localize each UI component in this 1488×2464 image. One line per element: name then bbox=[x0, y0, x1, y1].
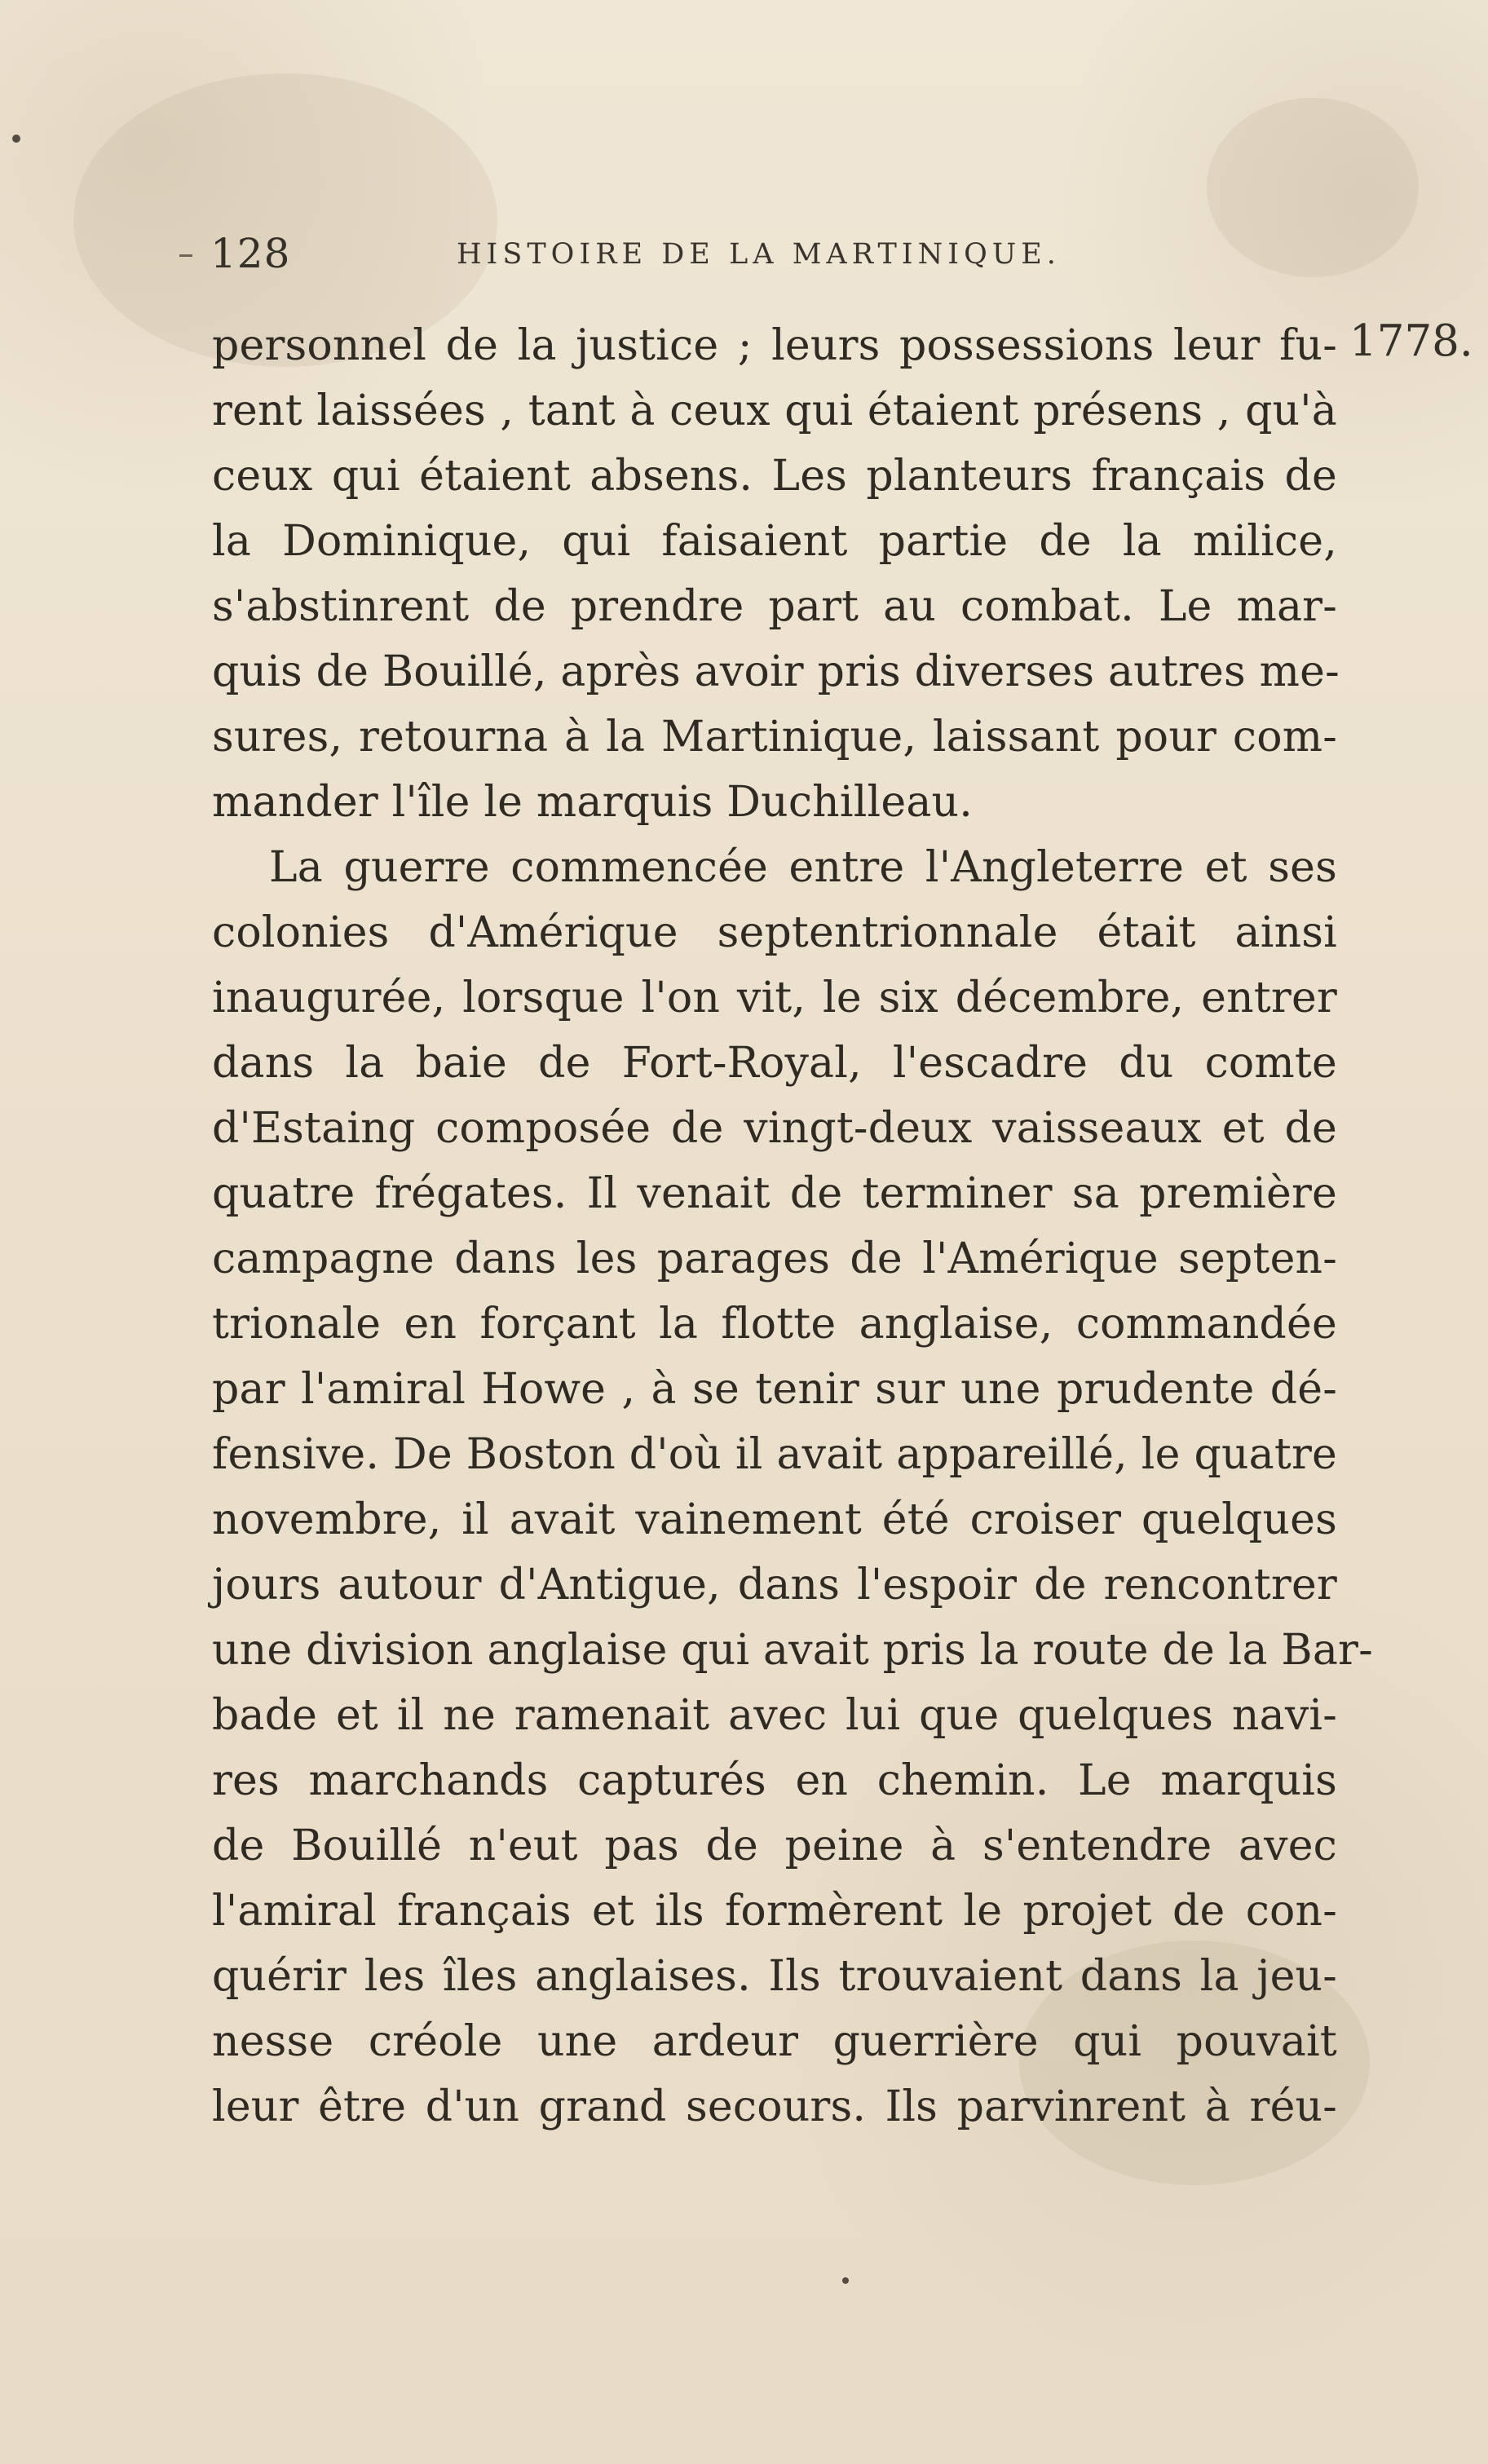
header-dash bbox=[179, 254, 192, 257]
text-line: l'amiral français et ils formèrent le projet de con- bbox=[212, 1887, 1337, 1936]
text-line: ceux qui étaient absens. Les planteurs français de bbox=[212, 452, 1337, 501]
text-line: d'Estaing composée de vingt-deux vaisseaux et de bbox=[212, 1104, 1337, 1153]
text-line: mander l'île le marquis Duchilleau. bbox=[212, 778, 973, 827]
text-line: fensive. De Boston d'où il avait appareillé, le quatre bbox=[212, 1430, 1337, 1479]
text-line: nesse créole une ardeur guerrière qui pouvait bbox=[212, 2017, 1337, 2066]
text-line: trionale en forçant la flotte anglaise, commandée bbox=[212, 1300, 1337, 1349]
text-line: La guerre commencée entre l'Angleterre et ses bbox=[269, 843, 1337, 892]
body-text bbox=[212, 313, 1373, 2139]
text-line: colonies d'Amérique septentrionnale était ainsi bbox=[212, 908, 1337, 957]
ink-speck bbox=[842, 2277, 849, 2284]
text-line: dans la baie de Fort-Royal, l'escadre du comte bbox=[212, 1039, 1337, 1088]
text-line: de Bouillé n'eut pas de peine à s'entendre avec bbox=[212, 1822, 1337, 1870]
text-line: res marchands capturés en chemin. Le marquis bbox=[212, 1756, 1337, 1805]
text-line: quis de Bouillé, après avoir pris diverses autres me- bbox=[212, 647, 1340, 696]
text-line: quérir les îles anglaises. Ils trouvaient dans la jeu- bbox=[212, 1952, 1337, 2001]
text-line: une division anglaise qui avait pris la route de la Bar- bbox=[212, 1626, 1373, 1675]
text-line: jours autour d'Antigue, dans l'espoir de rencontrer bbox=[212, 1561, 1337, 1610]
text-line: inaugurée, lorsque l'on vit, le six décembre, entrer bbox=[212, 974, 1337, 1022]
ink-speck bbox=[12, 135, 20, 143]
text-line: campagne dans les parages de l'Amérique septen- bbox=[212, 1234, 1337, 1283]
text-line: s'abstinrent de prendre part au combat. Le mar- bbox=[212, 582, 1337, 631]
text-line: quatre frégates. Il venait de terminer sa première bbox=[212, 1169, 1337, 1218]
text-line: personnel de la justice ; leurs possessions leur fu- bbox=[212, 321, 1337, 370]
running-head: HISTOIRE DE LA MARTINIQUE. bbox=[457, 238, 1061, 271]
text-line: sures, retourna à la Martinique, laissant pour com- bbox=[212, 713, 1337, 762]
text-line: bade et il ne ramenait avec lui que quelques navi- bbox=[212, 1691, 1337, 1740]
margin-year: 1778. bbox=[1349, 316, 1473, 366]
text-line: la Dominique, qui faisaient partie de la milice, bbox=[212, 517, 1337, 566]
text-line: novembre, il avait vainement été croiser quelques bbox=[212, 1495, 1337, 1544]
text-line: rent laissées , tant à ceux qui étaient présens , qu'à bbox=[212, 386, 1337, 435]
page-header bbox=[0, 230, 1488, 287]
text-line: leur être d'un grand secours. Ils parvinrent à réu- bbox=[212, 2082, 1337, 2131]
page-number: 128 bbox=[210, 230, 291, 277]
text-line: par l'amiral Howe , à se tenir sur une prudente dé- bbox=[212, 1365, 1337, 1414]
